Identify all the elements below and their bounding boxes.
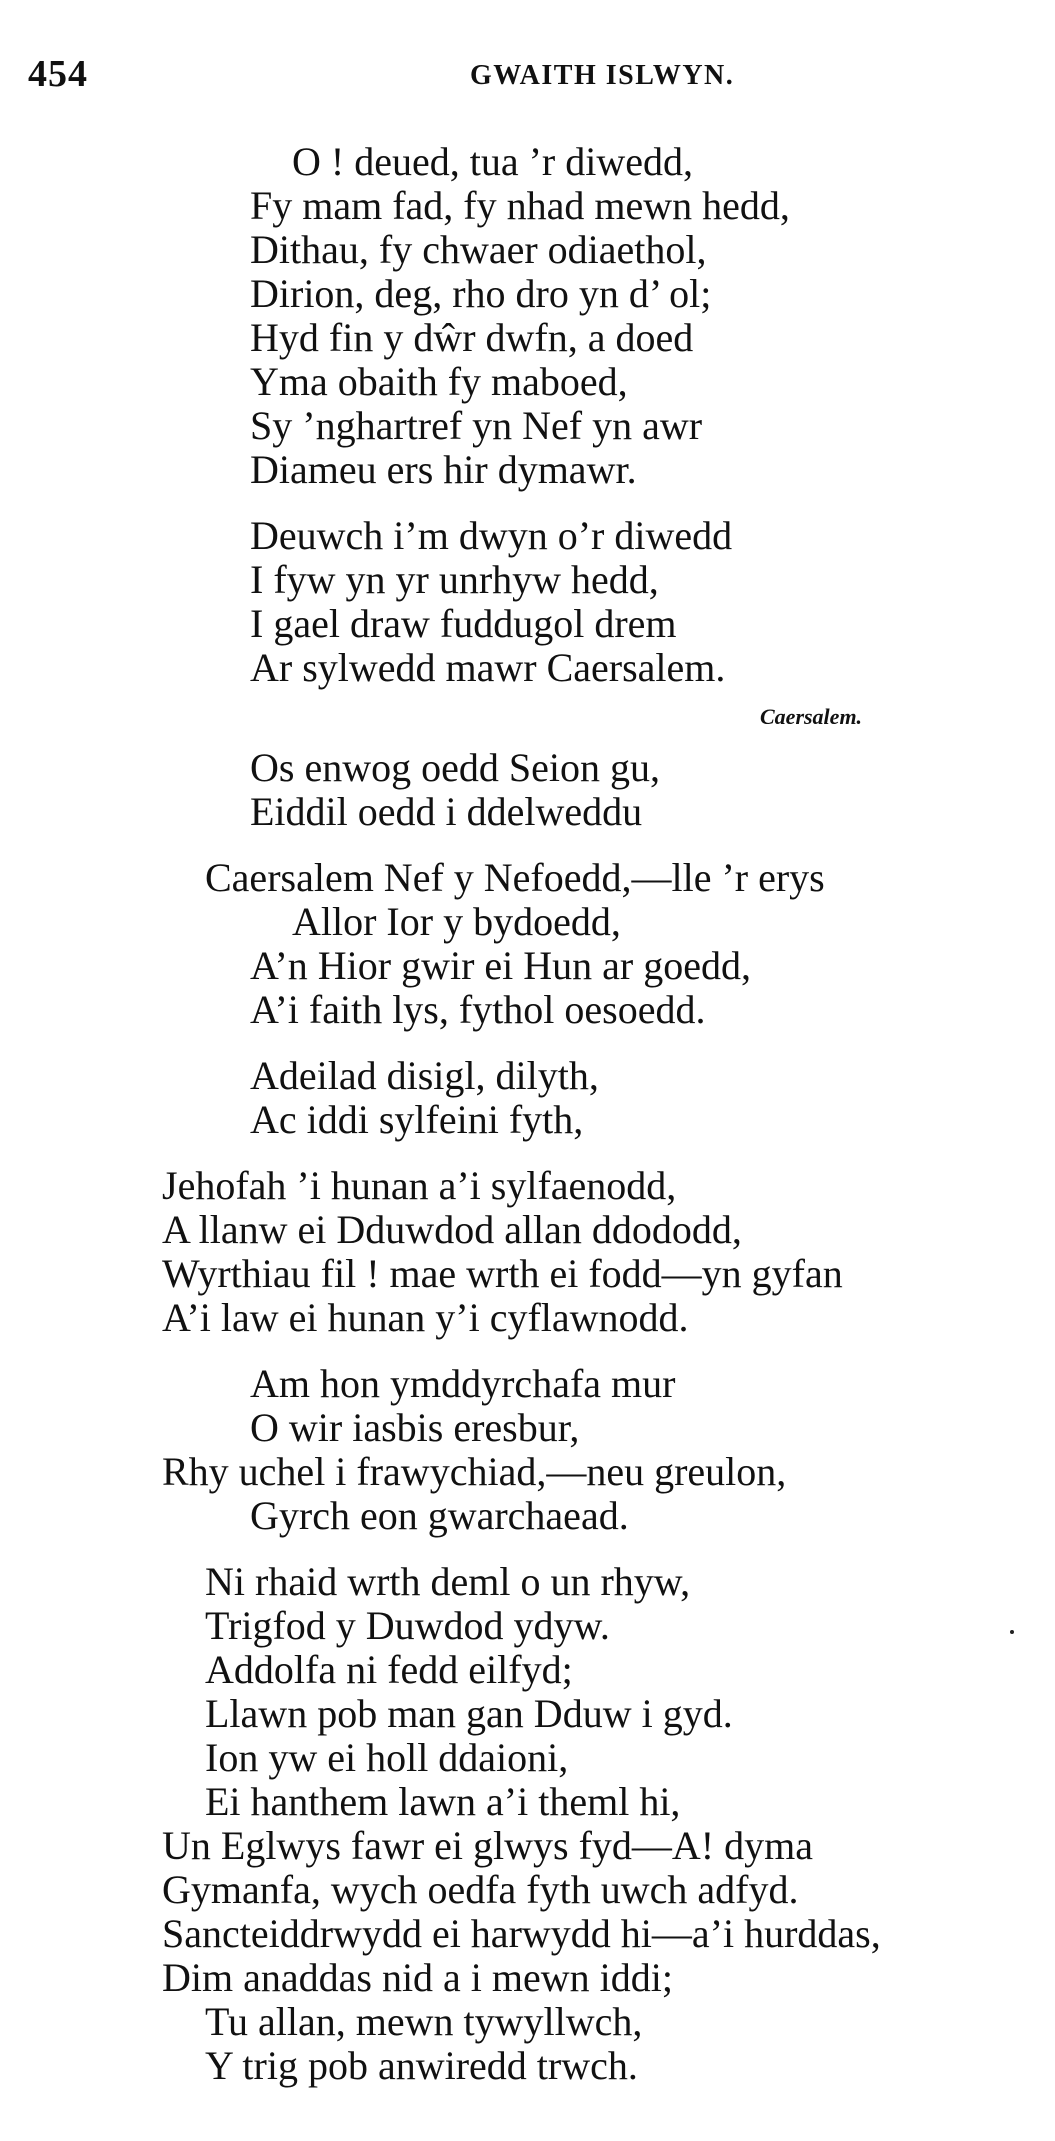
poem-line: Addolfa ni fedd eilfyd; <box>205 1647 573 1692</box>
poem-line: Rhy uchel i frawychiad,—neu greulon, <box>162 1449 787 1494</box>
poem-line: Am hon ymddyrchafa mur <box>250 1361 676 1406</box>
poem-line: Dithau, fy chwaer odiaethol, <box>250 227 707 272</box>
poem-line: Ei hanthem lawn a’i theml hi, <box>205 1779 681 1824</box>
poem-line: Ni rhaid wrth deml o un rhyw, <box>205 1559 691 1604</box>
poem-line: O ! deued, tua ’r diwedd, <box>292 139 693 184</box>
poem-line: Os enwog oedd Seion gu, <box>250 745 660 790</box>
poem-line: Adeilad disigl, dilyth, <box>250 1053 599 1098</box>
poem-line: Y trig pob anwiredd trwch. <box>205 2043 638 2088</box>
poem-line: Sancteiddrwydd ei harwydd hi—a’i hurddas, <box>162 1911 881 1956</box>
print-speck <box>1010 1630 1014 1634</box>
poem-line: O wir iasbis eresbur, <box>250 1405 580 1450</box>
poem-line: Diameu ers hir dymawr. <box>250 447 637 492</box>
poem-line: A llanw ei Dduwdod allan ddododd, <box>162 1207 742 1252</box>
poem-line: A’i law ei hunan y’i cyflawnodd. <box>162 1295 689 1340</box>
section-title: Caersalem. <box>760 704 863 729</box>
page-number: 454 <box>28 53 88 95</box>
poem-line: Allor Ior y bydoedd, <box>292 899 621 944</box>
poem-line: Ar sylwedd mawr Caersalem. <box>250 645 726 690</box>
poem-line: Sy ’nghartref yn Nef yn awr <box>250 403 703 448</box>
poem-line: I gael draw fuddugol drem <box>250 601 677 646</box>
poem-line: Dim anaddas nid a i mewn iddi; <box>162 1955 674 2000</box>
poem-line: Deuwch i’m dwyn o’r diwedd <box>250 513 733 558</box>
poem-line: Ion yw ei holl ddaioni, <box>205 1735 569 1780</box>
poem-line: A’i faith lys, fythol oesoedd. <box>250 987 706 1032</box>
poem-line: Dirion, deg, rho dro yn d’ ol; <box>250 271 712 316</box>
poem-line: Eiddil oedd i ddelweddu <box>250 789 643 834</box>
poem-line: Wyrthiau fil ! mae wrth ei fodd—yn gyfan <box>162 1251 843 1296</box>
poem-line: Yma obaith fy maboed, <box>250 359 628 404</box>
poem-line: Llawn pob man gan Dduw i gyd. <box>205 1691 733 1736</box>
poem-line: Hyd fin y dŵr dwfn, a doed <box>250 315 694 360</box>
poem-line: A’n Hior gwir ei Hun ar goedd, <box>250 943 751 988</box>
poem-line: Un Eglwys fawr ei glwys fyd—A! dyma <box>162 1823 813 1868</box>
poem-line: Tu allan, mewn tywyllwch, <box>205 1999 643 2044</box>
poem-line: Caersalem Nef y Nefoedd,—lle ’r erys <box>205 855 825 900</box>
poem-line: Gyrch eon gwarchaead. <box>250 1493 629 1538</box>
poem-line: I fyw yn yr unrhyw hedd, <box>250 557 659 602</box>
running-title: GWAITH ISLWYN. <box>470 60 735 91</box>
poem-line: Trigfod y Duwdod ydyw. <box>205 1603 610 1648</box>
poem-line: Fy mam fad, fy nhad mewn hedd, <box>250 183 790 228</box>
poem-line: Jehofah ’i hunan a’i sylfaenodd, <box>162 1163 677 1208</box>
poem-line: Gymanfa, wych oedfa fyth uwch adfyd. <box>162 1867 799 1912</box>
poem-line: Ac iddi sylfeini fyth, <box>250 1097 584 1142</box>
